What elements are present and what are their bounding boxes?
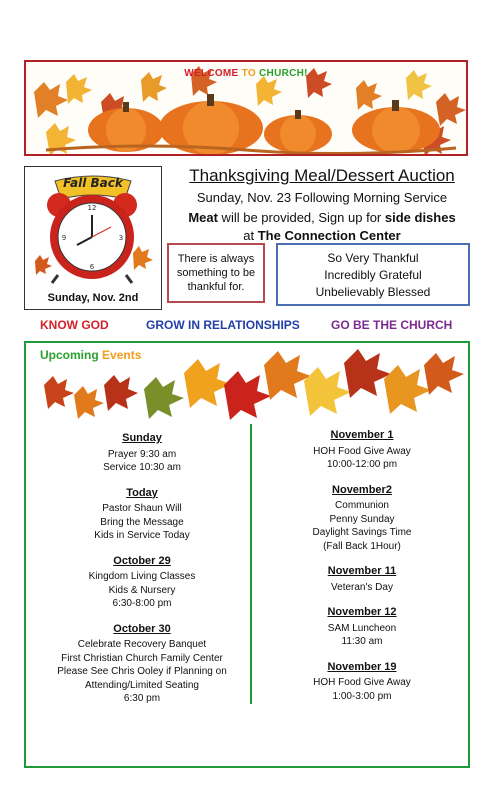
event-details-line: [164, 210, 480, 225]
event-detail-line: 10:00-12:00 pm: [326, 459, 398, 470]
tagline-go-be: GO BE THE CHURCH: [331, 318, 453, 332]
thankful-quote-box: [167, 243, 265, 303]
event-date-title: October 30: [113, 622, 171, 635]
event-date-title: November 11: [327, 565, 397, 577]
fall-back-date: Sunday, Nov. 2nd: [47, 292, 139, 304]
event-location-line: [164, 228, 480, 243]
event-detail-line: Prayer 9:30 am: [107, 448, 177, 460]
welcome-to: TO: [241, 68, 256, 79]
grateful-line: So Very Thankful: [327, 251, 419, 265]
event-date-title: Today: [126, 486, 158, 499]
event-item: [42, 487, 242, 543]
event-detail-line: Attending/Limited Seating: [85, 679, 199, 691]
svg-text:3: 3: [118, 234, 124, 242]
event-date-title: November 19: [327, 660, 397, 673]
event-detail-line: Celebrate Recovery Banquet: [77, 639, 207, 650]
grateful-line: Unbelievably Blessed: [315, 285, 431, 299]
events-left-column: [42, 432, 242, 718]
event-date-title: November 12: [327, 606, 397, 618]
grateful-box: [276, 243, 470, 306]
events-right-column: [262, 429, 462, 715]
quote-line: thankful for.: [187, 281, 245, 293]
event-item: [262, 429, 462, 472]
tagline-know-god: KNOW GOD: [40, 318, 109, 332]
events-word: Events: [102, 348, 142, 362]
event-date-title: October 29: [113, 554, 171, 567]
event-detail-line: Pastor Shaun Will: [102, 503, 182, 514]
quote-line: There is always: [177, 253, 255, 265]
fall-back-panel: [24, 166, 162, 310]
tagline-grow: GROW IN RELATIONSHIPS: [146, 318, 300, 332]
grateful-line: Incredibly Grateful: [324, 268, 422, 282]
event-item: [42, 555, 242, 611]
event-detail-line: Service 10:30 am: [103, 462, 181, 473]
column-divider: [250, 424, 252, 704]
event-detail-line: Veteran's Day: [331, 581, 393, 593]
event-date-title: November2: [332, 483, 392, 496]
svg-text:6: 6: [89, 263, 95, 271]
event-detail-line: Communion: [335, 500, 389, 511]
event-item: [42, 432, 242, 475]
event-subtitle: Sunday, Nov. 23 Following Morning Service: [196, 190, 448, 205]
at-text: at: [243, 228, 258, 243]
side-dishes-text: side dishes: [384, 210, 456, 225]
provided-text: will be provided, Sign up for: [217, 210, 385, 225]
event-detail-line: Please See Chris Ooley if Planning on: [57, 666, 227, 677]
event-item: [262, 661, 462, 704]
meat-text: Meat: [188, 210, 218, 225]
event-detail-line: Kingdom Living Classes: [88, 571, 196, 582]
event-detail-line: (Fall Back 1Hour): [323, 540, 401, 552]
event-detail-line: SAM Luncheon: [327, 622, 397, 634]
event-detail-line: Bring the Message: [100, 516, 184, 528]
event-detail-line: Kids in Service Today: [94, 530, 190, 541]
event-item: [262, 606, 462, 649]
event-detail-line: HOH Food Give Away: [313, 445, 411, 457]
event-detail-line: 1:00-3:00 pm: [332, 690, 392, 702]
event-detail-line: First Christian Church Family Center: [61, 652, 223, 664]
welcome-church: CHURCH!: [259, 68, 308, 79]
event-item: [262, 484, 462, 554]
event-detail-line: Daylight Savings Time: [312, 527, 412, 538]
event-date-title: November 1: [330, 429, 394, 441]
event-detail-line: 11:30 am: [341, 636, 383, 647]
svg-text:9: 9: [61, 234, 67, 242]
event-item: [42, 623, 242, 706]
welcome-word: WELCOME: [184, 68, 239, 79]
welcome-heading: [26, 68, 466, 79]
upcoming-word: Upcoming: [40, 348, 99, 362]
event-detail-line: HOH Food Give Away: [313, 677, 411, 688]
welcome-banner: [24, 60, 468, 156]
event-detail-line: Kids & Nursery: [108, 584, 176, 596]
event-title: Thanksgiving Meal/Dessert Auction: [189, 166, 455, 185]
fall-back-label: Fall Back: [63, 176, 123, 190]
quote-line: something to be: [176, 267, 256, 279]
location-text: The Connection Center: [257, 228, 401, 243]
svg-text:12: 12: [87, 204, 97, 212]
event-detail-line: 6:30-8:00 pm: [112, 598, 172, 609]
event-item: [262, 565, 462, 594]
event-detail-line: 6:30 pm: [123, 693, 161, 704]
event-date-title: Sunday: [122, 432, 162, 444]
event-detail-line: Penny Sunday: [329, 513, 395, 525]
events-heading: [40, 348, 141, 362]
